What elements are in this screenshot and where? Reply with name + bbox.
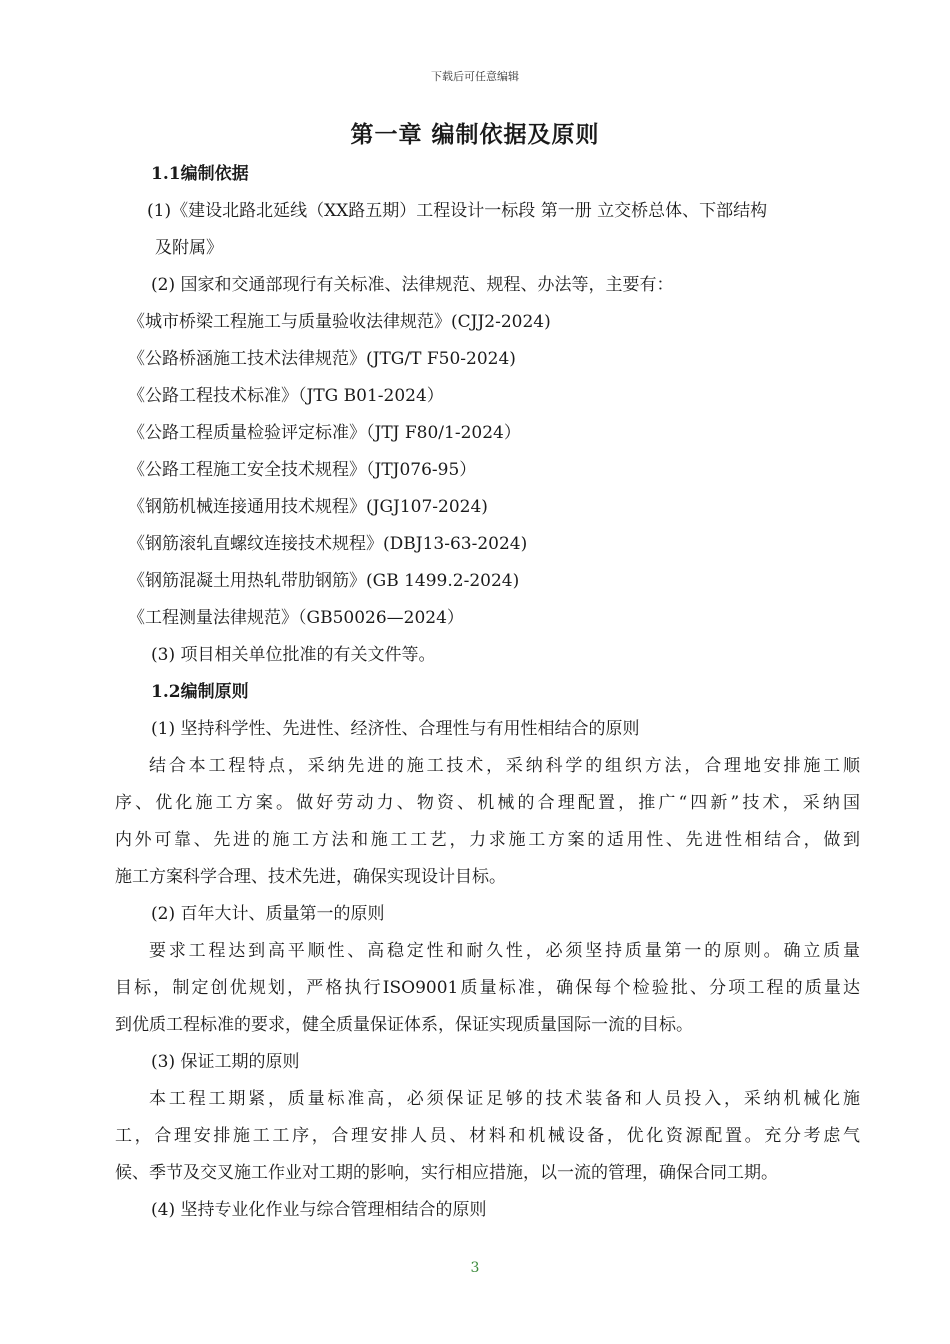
principle-title-2: (2) 百年大计、质量第一的原则 <box>151 904 385 924</box>
paragraph-line: 候、季节及交叉施工作业对工期的影响，实行相应措施，以一流的管理，确保合同工期。 <box>115 1163 778 1183</box>
paragraph-line: 施工方案科学合理、技术先进，确保实现设计目标。 <box>115 867 506 887</box>
reference-standard: 《钢筋滚轧直螺纹连接技术规程》(DBJ13-63-2024) <box>128 534 528 554</box>
reference-standard: 《工程测量法律规范》（GB50026—2024） <box>128 608 464 628</box>
reference-standard: 《公路工程质量检验评定标准》（JTJ F80/1-2024） <box>128 423 521 443</box>
paragraph-line: 结合本工程特点，采纳先进的施工技术，采纳科学的组织方法，合理地安排施工顺 <box>149 756 860 776</box>
reference-standard: 《钢筋机械连接通用技术规程》(JGJ107-2024) <box>128 497 488 517</box>
paragraph-line: 序、优化施工方案。做好劳动力、物资、机械的合理配置，推广“四新”技术，采纳国 <box>115 793 860 813</box>
paragraph-line: 目标，制定创优规划，严格执行ISO9001质量标准，确保每个检验批、分项工程的质量达 <box>115 978 860 998</box>
paragraph-line: 要求工程达到高平顺性、高稳定性和耐久性，必须坚持质量第一的原则。确立质量 <box>149 941 860 961</box>
reference-standard: 《公路工程技术标准》（JTG B01-2024） <box>128 386 444 406</box>
paragraph-line: 工，合理安排施工工序，合理安排人员、材料和机械设备，优化资源配置。充分考虑气 <box>115 1126 860 1146</box>
principle-title-1: (1) 坚持科学性、先进性、经济性、合理性与有用性相结合的原则 <box>151 719 640 739</box>
document-body <box>115 156 860 1229</box>
basis-item-3: (3) 项目相关单位批准的有关文件等。 <box>151 645 436 665</box>
basis-item-1-continued: 及附属》 <box>155 238 223 258</box>
reference-standard: 《城市桥梁工程施工与质量验收法律规范》(CJJ2-2024) <box>128 312 551 332</box>
paragraph-line: 本工程工期紧，质量标准高，必须保证足够的技术装备和人员投入，采纳机械化施 <box>149 1089 860 1109</box>
header-note: 下载后可任意编辑 <box>431 70 519 83</box>
paragraph-line: 内外可靠、先进的施工方法和施工工艺，力求施工方案的适用性、先进性相结合，做到 <box>115 830 860 850</box>
reference-standard: 《公路桥涵施工技术法律规范》(JTG/T F50-2024) <box>128 349 516 369</box>
basis-item-1: (1)《建设北路北延线（XX路五期）工程设计一标段 第一册 立交桥总体、下部结构 <box>147 201 768 221</box>
reference-standard: 《公路工程施工安全技术规程》（JTJ076-95） <box>128 460 477 480</box>
page-number: 3 <box>470 1260 480 1276</box>
reference-standard: 《钢筋混凝土用热轧带肋钢筋》(GB 1499.2-2024) <box>128 571 520 591</box>
chapter-title: 第一章 编制依据及原则 <box>350 121 600 148</box>
section-heading-1-2: 1.2编制原则 <box>151 682 249 702</box>
principle-title-3: (3) 保证工期的原则 <box>151 1052 300 1072</box>
paragraph-line: 到优质工程标准的要求，健全质量保证体系，保证实现质量国际一流的目标。 <box>115 1015 693 1035</box>
basis-item-2: (2) 国家和交通部现行有关标准、法律规范、规程、办法等，主要有： <box>151 275 674 295</box>
section-heading-1-1: 1.1编制依据 <box>151 164 249 184</box>
principle-title-4: (4) 坚持专业化作业与综合管理相结合的原则 <box>151 1200 487 1220</box>
